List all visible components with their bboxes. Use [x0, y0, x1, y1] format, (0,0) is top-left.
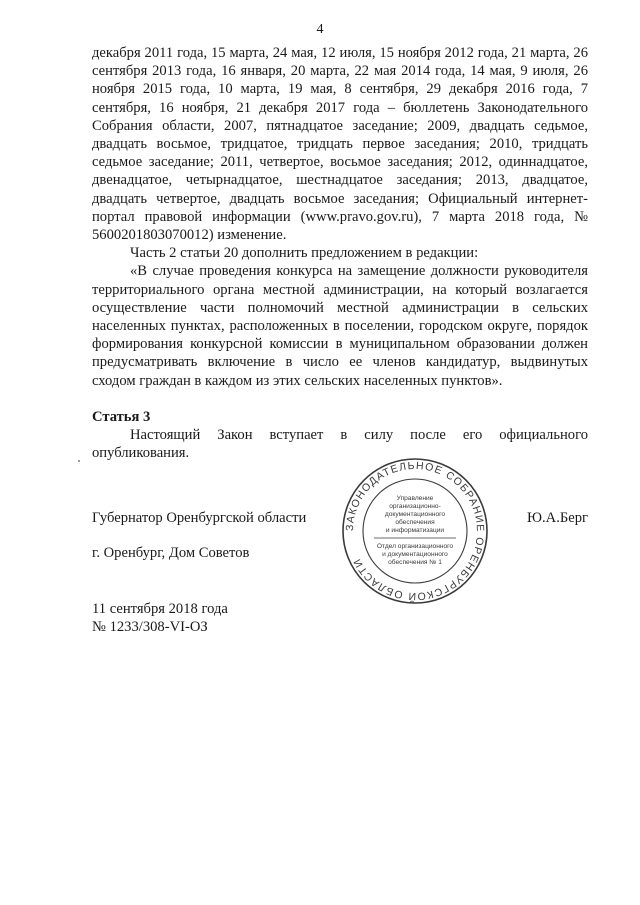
- article-3-text: Настоящий Закон вступает в силу после его официального опубликования.: [92, 427, 588, 462]
- paragraph-part2-article20: Часть 2 статьи 20 дополнить предложением в редакции:: [130, 245, 479, 262]
- law-date-block: [92, 600, 228, 636]
- seal-inner-line-6: Отдел организационного: [376, 543, 454, 550]
- seal-inner-line-3: документационного: [384, 511, 446, 518]
- governor-title: Губернатор Оренбургской области: [92, 510, 307, 526]
- seal-inner-line-7: и документационного: [382, 551, 448, 558]
- page-number: 4: [316, 22, 324, 37]
- seal-inner-line-1: Управление: [396, 495, 434, 502]
- paragraph-quoted-amendment: «В случае проведения конкурса на замещение должности руководителя территориального органа местной администрации, на который возлагается осуществление части полномочий местной администрации в сельских населенных пунктах, расположенных в поселении, городском округе, порядок формирования конкурсной комиссии в муниципальном образовании должен предусматривать включение в число ее членов кандидатур, выдвинутых сходом граждан в каждом из этих сельских населенных пунктов».: [92, 263, 588, 389]
- paragraph-amendments-sources: декабря 2011 года, 15 марта, 24 мая, 12 июля, 15 ноября 2012 года, 21 марта, 26 сентября 2013 года, 16 января, 20 марта, 22 мая 2014 года, 14 мая, 9 июля, 26 ноября 2015 года, 10 марта, 19 мая, 8 сентября, 29 декабря 2016 года, 7 сентября, 16 ноября, 21 декабря 2017 года – бюллетень Законодательного Собрания области, 2007, пятнадцатое заседание; 2009, двадцать седьмое, двадцать восьмое, тридцатое, тридцать первое заседания; 2010, тридцать седьмое заседание; 2011, четвертое, восьмое заседания; 2012, одиннадцатое, двенадцатое, четырнадцатое, шестнадцатое заседания; 2013, двадцатое, двадцать четвертое, двадцать восьмое заседания; Официальный интернет-портал правовой информации (www.pravo.gov.ru), 7 марта 2018 года, № 5600201803070012) изменение.: [92, 45, 588, 244]
- official-seal: [340, 456, 490, 606]
- law-number: № 1233/308-VI-ОЗ: [92, 619, 208, 635]
- seal-inner-line-5: и информатизации: [385, 527, 445, 534]
- article-3-title: Статья 3: [92, 408, 151, 425]
- governor-name: Ю.А.Берг: [527, 510, 588, 526]
- law-body: [92, 44, 588, 462]
- seal-inner-line-2: организационно-: [389, 503, 441, 510]
- signing-place: г. Оренбург, Дом Советов: [92, 545, 250, 561]
- law-date: 11 сентября 2018 года: [92, 601, 228, 617]
- seal-outer-text: ЗАКОНОДАТЕЛЬНОЕ СОБРАНИЕ ОРЕНБУРГСКОЙ ОБЛАСТИ: [343, 459, 487, 603]
- seal-inner-line-8: обеспечения № 1: [388, 559, 442, 566]
- seal-inner-line-4: обеспечения: [395, 519, 435, 526]
- seal-icon: [340, 456, 490, 606]
- margin-mark: [78, 460, 80, 462]
